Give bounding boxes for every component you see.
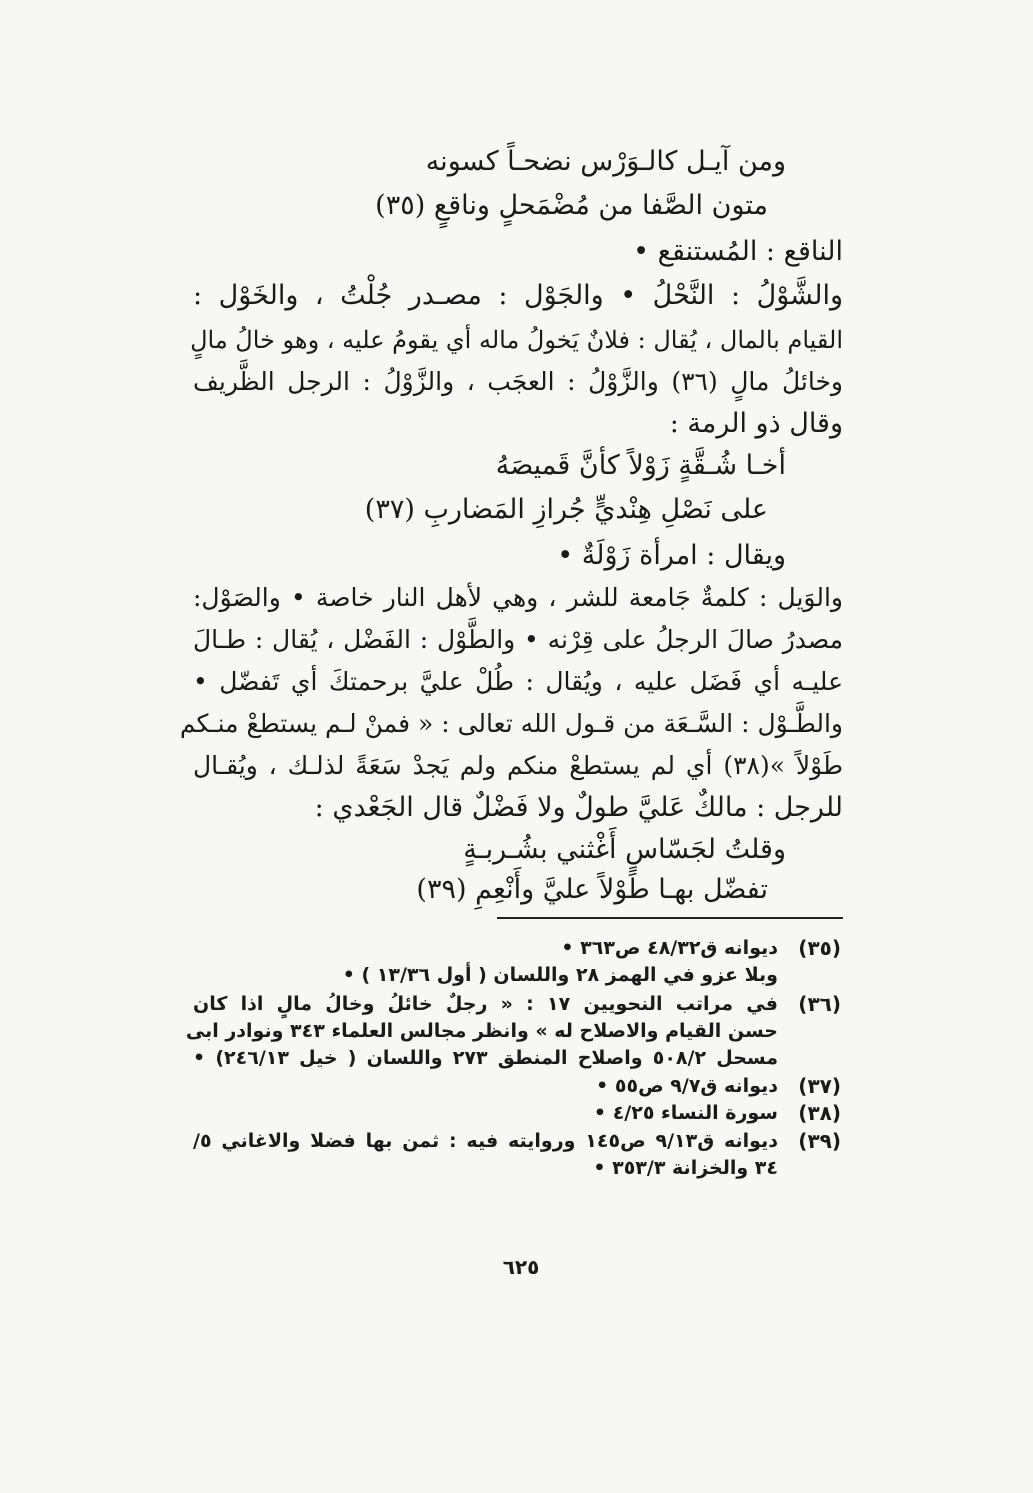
paragraph-line: الناقع : المُستنقع • xyxy=(633,236,843,267)
verse-1-hemistich-2: متون الصَّفا من مُضْمَحلٍ وناقعٍ (٣٥) xyxy=(375,190,768,221)
footnote-line: ديوانه ق٤٨/٣٢ ص٣٦٣ • xyxy=(561,937,778,959)
footnote-line: ديوانه ق٩/٧ ص٥٥ • xyxy=(596,1075,778,1097)
verse-3-hemistich-2: تفضّل بهـا طَوْلاً عليَّ وأَنْعِمِ (٣٩) xyxy=(416,874,768,905)
footnote-number: (٣٨) xyxy=(798,1101,841,1125)
verse-1-hemistich-1: ومن آيـل كالـوَرْس نضحـاً كسونه xyxy=(425,146,786,177)
paragraph-line: مصدرُ صالَ الرجلُ على قِرْنه • والطَّوْل : الفَضْل ، يُقال : طـالَ xyxy=(193,625,843,654)
page-number: ٦٢٥ xyxy=(502,1255,540,1279)
verse-3-hemistich-1: وقلتُ لجَسّاسٍ أَغْثني بشُـربـةٍ xyxy=(463,834,786,865)
verse-2-hemistich-2: على نَصْلِ هِنْديٍّ جُرازِ المَضاربِ (٣٧) xyxy=(364,494,768,525)
footnote-number: (٣٧) xyxy=(798,1074,841,1098)
footnote-line: ديوانه ق٩/١٣ ص١٤٥ وروايته فيه : ثمن بها فضلا والاغاني ٥/ xyxy=(193,1130,778,1152)
paragraph-line: وقال ذو الرمة : xyxy=(669,408,843,439)
footnote-line: في مراتب النحويين ١٧ : « رجلٌ خائلُ وخالُ مالٍ اذا كان xyxy=(193,993,778,1015)
footnote-separator xyxy=(497,917,843,919)
paragraph-line: عليـه أي فَضَل عليه ، ويُقال : طُلْ عليَّ برحمتكَ أي تَفضّل • xyxy=(193,667,843,696)
footnote-line: وبلا عزو في الهمز ٢٨ واللسان ( أول ١٣/٣٦ ) • xyxy=(342,964,778,986)
verse-2-hemistich-1: أخـا شُـقَّةٍ زَوْلاً كأنَّ قَميصَهُ xyxy=(495,450,786,481)
footnote-line: حسن القيام والاصلاح له » وانظر مجالس العلماء ٣٤٣ ونوادر ابى xyxy=(185,1020,778,1042)
paragraph-line: والوَيل : كلمةٌ جَامعة للشر ، وهي لأهل النار خاصة • والصَوْل: xyxy=(193,583,843,612)
footnote-line: سورة النساء ٤/٢٥ • xyxy=(593,1102,778,1124)
paragraph-line: والشَّوْلُ : النَّحْلُ • والجَوْل : مصـدر جُلْتُ ، والخَوْل : xyxy=(193,280,843,311)
paragraph-line: للرجل : مالكٌ عَليَّ طولٌ ولا فَضْلٌ قال الجَعْدي : xyxy=(314,792,843,823)
paragraph-line: ويقال : امرأة زَوْلَةٌ • xyxy=(557,540,786,571)
footnote-number: (٣٦) xyxy=(798,992,841,1016)
footnote-number: (٣٩) xyxy=(798,1129,841,1153)
paragraph-line: طَوْلاً »(٣٨) أي لم يستطعْ منكم ولم يَجدْ سَعَةً لذلـك ، ويُقـال xyxy=(193,751,843,780)
paragraph-line: القيام بالمال ، يُقال : فلانٌ يَخولُ ماله أي يقومُ عليه ، وهو خالُ مالٍ xyxy=(190,326,843,354)
footnote-line: ٣٤ والخزانة ٣٥٣/٣ • xyxy=(593,1157,778,1179)
paragraph-line: وخائلُ مالٍ (٣٦) والزَّوْلُ : العجَب ، والزَّوْلُ : الرجل الظَّريف xyxy=(193,367,843,396)
paragraph-line: والطَّـوْل : السَّـعَة من قـول الله تعالى : « فمنْ لـم يستطعْ منـكم xyxy=(179,709,843,738)
footnote-line: مسحل ٥٠٨/٢ واصلاح المنطق ٢٧٣ واللسان ( خيل ٢٤٦/١٣) • xyxy=(193,1047,778,1069)
footnote-number: (٣٥) xyxy=(798,936,841,960)
